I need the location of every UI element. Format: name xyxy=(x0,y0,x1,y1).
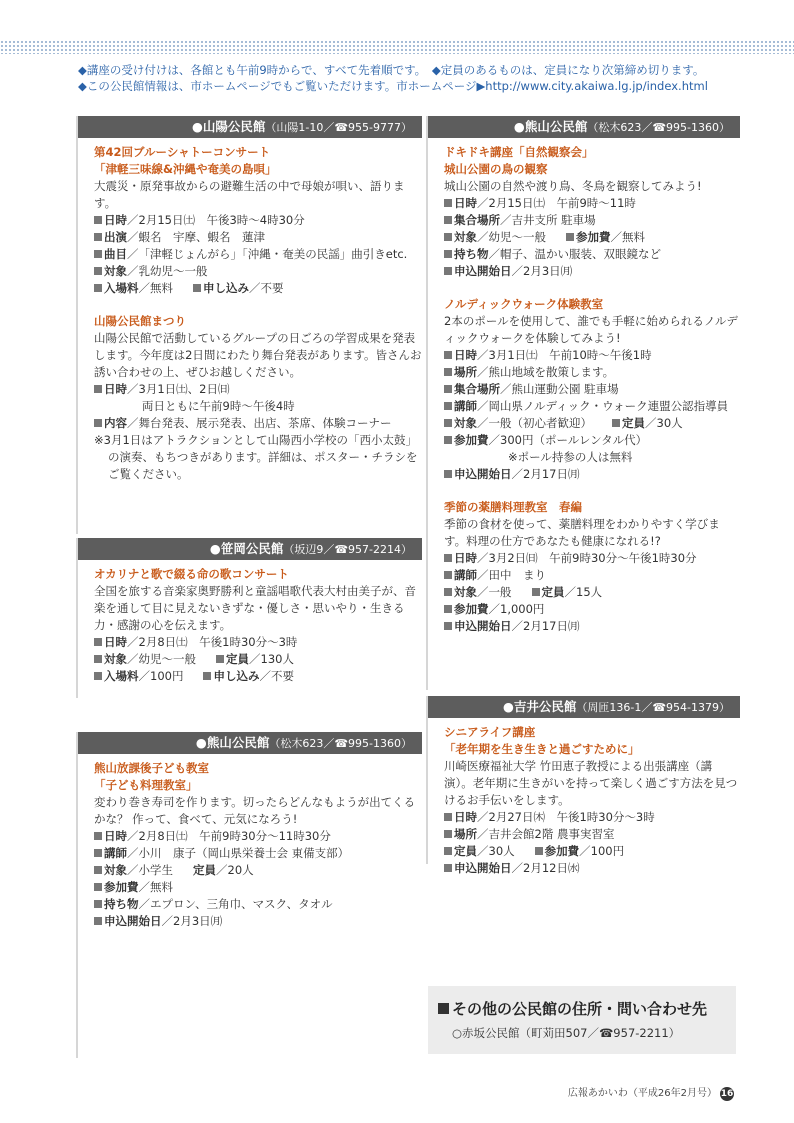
event-row xyxy=(444,263,740,280)
square-bullet-icon xyxy=(94,233,102,241)
event xyxy=(94,144,422,297)
event-row xyxy=(444,618,740,635)
event-row xyxy=(94,862,422,879)
section-header xyxy=(428,696,740,718)
square-bullet-icon xyxy=(444,470,452,478)
event-row xyxy=(94,280,422,297)
square-bullet-icon xyxy=(444,402,452,410)
row-label: 持ち物 xyxy=(454,247,489,261)
row-label: 日時 xyxy=(104,382,127,396)
note-line-2: ◆この公民館情報は、市ホームページでもご覧いただけます。市ホームページ▶http://www.city.akaiwa.lg.jp/index.html xyxy=(78,79,708,93)
section-kumayama-left xyxy=(76,732,422,1058)
section-header xyxy=(428,116,740,138)
square-bullet-icon xyxy=(94,419,102,427)
event-title: オカリナと歌で綴る命の歌コンサート xyxy=(94,567,289,581)
row-value: ／15人 xyxy=(564,585,603,599)
row-value: ／100円 xyxy=(138,669,184,683)
event-description: 2本のポールを使用して、誰でも手軽に始められるノルディックウォークを体験してみよう! xyxy=(444,314,738,345)
section-name: ●笹岡公民館 xyxy=(209,541,284,556)
square-bullet-icon xyxy=(94,250,102,258)
section-yoshii xyxy=(426,696,740,875)
event-row xyxy=(94,634,422,651)
section-info: （松木623／☎995-1360） xyxy=(587,121,730,134)
event xyxy=(444,296,740,483)
section-info: （坂辺9／☎957-2214） xyxy=(283,543,412,556)
event-title: シニアライフ講座 xyxy=(444,725,536,739)
event xyxy=(444,499,740,635)
event-row xyxy=(94,668,422,685)
row-value: ／蝦名 宇摩、蝦名 蓮津 xyxy=(127,230,265,244)
row-value: ／田中 まり xyxy=(477,568,546,582)
row-label: 定員 xyxy=(622,416,645,430)
row-label: 場所 xyxy=(454,827,477,841)
row-label: 日時 xyxy=(454,196,477,210)
row-value: ／不要 xyxy=(259,669,294,683)
square-bullet-icon xyxy=(94,655,102,663)
row-value: ／一般 xyxy=(477,585,512,599)
square-bullet-icon xyxy=(444,605,452,613)
event-description: 山陽公民館で活動しているグループの日ごろの学習成果を発表します。今年度は2日間にわたり舞台発表があります。皆さんお誘い合わせの上、ぜひお越しください。 xyxy=(94,331,422,379)
row-label: 持ち物 xyxy=(104,897,139,911)
row-label: 参加費 xyxy=(104,880,139,894)
section-kumayama-right xyxy=(426,116,740,690)
contact-title: その他の公民館の住所・問い合わせ先 xyxy=(452,1000,708,1018)
section-name: ●吉井公民館 xyxy=(502,699,577,714)
square-bullet-icon xyxy=(94,284,102,292)
square-bullet-icon xyxy=(532,588,540,596)
event-row xyxy=(94,229,422,246)
section-header xyxy=(78,538,422,560)
square-bullet-icon xyxy=(444,199,452,207)
row-label: 申し込み xyxy=(213,669,260,683)
event-row xyxy=(94,879,422,896)
event-title: 熊山放課後子ども教室 xyxy=(94,761,209,775)
row-label: 日時 xyxy=(104,829,127,843)
row-value: ／岡山県ノルディック・ウォーク連盟公認指導員 xyxy=(477,399,729,413)
event-subtitle: 「子ども料理教室」 xyxy=(94,778,198,792)
event-row: ※ポール持参の人は無料 xyxy=(508,450,633,464)
row-label: 対象 xyxy=(454,230,477,244)
event xyxy=(94,760,422,930)
section-name: ●熊山公民館 xyxy=(513,119,588,134)
event-description: 変わり巻き寿司を作ります。切ったらどんなもようが出てくるかな？ 作って、食べて、元気になろう! xyxy=(94,795,416,826)
section-header xyxy=(78,116,422,138)
row-value: ／無料 xyxy=(138,281,173,295)
event-subtitle: 「津軽三味線&沖縄や奄美の島唄」 xyxy=(94,162,277,176)
row-value: ／20人 xyxy=(216,863,254,877)
row-label: 申込開始日 xyxy=(454,467,512,481)
square-bullet-icon xyxy=(94,672,102,680)
square-bullet-icon xyxy=(444,622,452,630)
row-label: 参加費 xyxy=(454,433,489,447)
row-label: 講師 xyxy=(454,399,477,413)
row-label: 集合場所 xyxy=(454,213,500,227)
event-description: 大震災・原発事故からの避難生活の中で母娘が唄い、語ります。 xyxy=(94,179,405,210)
section-name: ●山陽公民館 xyxy=(191,119,266,134)
row-label: 日時 xyxy=(104,635,127,649)
contact-line: ○赤坂公民館（町苅田507／☎957-2211） xyxy=(452,1026,681,1040)
row-label: 申込開始日 xyxy=(454,861,512,875)
section-sasaoka xyxy=(76,538,422,698)
row-label: 定員 xyxy=(226,652,249,666)
square-bullet-icon xyxy=(94,638,102,646)
event-row xyxy=(444,229,740,246)
contact-box xyxy=(428,986,736,1054)
square-bullet-icon xyxy=(444,847,452,855)
square-bullet-icon xyxy=(444,864,452,872)
row-value: ／2月3日㈪ xyxy=(161,914,223,928)
square-bullet-icon xyxy=(94,832,102,840)
square-bullet-icon xyxy=(444,250,452,258)
event-row xyxy=(444,550,740,567)
square-bullet-icon xyxy=(94,216,102,224)
row-value: ／熊山運動公園 駐車場 xyxy=(500,382,619,396)
row-label: 日時 xyxy=(104,213,127,227)
square-bullet-icon xyxy=(444,830,452,838)
section-info: （周匝136-1／☎954-1379） xyxy=(576,701,730,714)
event xyxy=(94,313,422,483)
row-value: ／3月2日㈰ 午前9時30分〜午後1時30分 xyxy=(477,551,697,565)
square-bullet-icon xyxy=(444,351,452,359)
row-value: ／無料 xyxy=(138,880,173,894)
row-label: 入場料 xyxy=(104,669,139,683)
row-value: ／小川 康子（岡山県栄養士会 東備支部） xyxy=(127,846,350,860)
row-value: ／3月1日㈯ 午前10時〜午後1時 xyxy=(477,348,652,362)
row-value: ／30人 xyxy=(477,844,515,858)
row-label: 入場料 xyxy=(104,281,139,295)
row-value: ／幼児〜一般 xyxy=(127,652,196,666)
row-value: ／130人 xyxy=(249,652,294,666)
square-bullet-icon xyxy=(444,216,452,224)
event-description: 川崎医療福祉大学 竹田恵子教授による出張講座（講演）。老年期に生きがいを持って楽しく過ごす方法を見つけるお手伝いをします。 xyxy=(444,759,738,807)
square-bullet-icon xyxy=(444,813,452,821)
row-label: 対象 xyxy=(104,652,127,666)
row-label: 参加費 xyxy=(576,230,611,244)
header-notes xyxy=(78,62,778,94)
event-row xyxy=(94,828,422,845)
square-bullet-icon xyxy=(216,655,224,663)
row-value: ／100円 xyxy=(579,844,625,858)
row-value: ／エプロン、三角巾、マスク、タオル xyxy=(138,897,333,911)
square-bullet-icon xyxy=(444,571,452,579)
event xyxy=(444,724,740,877)
row-value: ／2月15日㈯ 午前9時〜11時 xyxy=(477,196,636,210)
row-label: 対象 xyxy=(104,264,127,278)
row-label: 対象 xyxy=(104,863,127,877)
event-row xyxy=(444,843,740,860)
row-label: 出演 xyxy=(104,230,127,244)
square-bullet-icon xyxy=(444,588,452,596)
row-label: 日時 xyxy=(454,551,477,565)
row-value: ／不要 xyxy=(249,281,284,295)
event-title: ノルディックウォーク体験教室 xyxy=(444,297,604,311)
event-description: 季節の食材を使って、薬膳料理をわかりやすく学びます。料理の仕方であなたも健康になれる!? xyxy=(444,517,720,548)
event-description: 城山公園の自然や渡り鳥、冬鳥を観察してみよう! xyxy=(444,179,702,193)
row-label: 参加費 xyxy=(544,844,580,858)
square-bullet-icon xyxy=(444,385,452,393)
row-value: ／一般（初心者歓迎） xyxy=(477,416,592,430)
event-row xyxy=(444,364,740,381)
event-subtitle: 「老年期を生き生きと過ごすために」 xyxy=(444,742,640,756)
row-value: ／吉井支所 駐車場 xyxy=(500,213,596,227)
row-value: ／舞台発表、展示発表、出店、茶席、体験コーナー xyxy=(127,416,392,430)
event-row xyxy=(444,415,740,432)
event-title: ドキドキ講座「自然観察会」 xyxy=(444,145,594,159)
event-row xyxy=(94,896,422,913)
row-label: 定員 xyxy=(541,585,565,599)
event-row xyxy=(94,246,422,263)
row-label: 参加費 xyxy=(454,602,489,616)
row-label: 対象 xyxy=(454,416,477,430)
event-title: 第42回ブルーシャトーコンサート xyxy=(94,145,271,159)
page-number: 16 xyxy=(720,1089,734,1099)
event-row xyxy=(94,415,422,432)
square-bullet-icon xyxy=(94,883,102,891)
event-row xyxy=(444,809,740,826)
square-bullet-icon xyxy=(566,233,574,241)
square-bullet-icon xyxy=(94,866,102,874)
event-row xyxy=(444,432,740,449)
section-info: （山陽1-10／☎955-9777） xyxy=(265,121,412,134)
row-label: 講師 xyxy=(454,568,477,582)
row-value: ／吉井会館2階 農事実習室 xyxy=(477,827,615,841)
event-row xyxy=(444,601,740,618)
row-label: 定員 xyxy=(193,863,216,877)
event-row xyxy=(94,845,422,862)
event-row xyxy=(94,913,422,930)
event-row xyxy=(444,860,740,877)
footer-text: 広報あかいわ（平成26年2月号） xyxy=(567,1088,717,1099)
row-value: ／2月8日㈯ 午後1時30分〜3時 xyxy=(127,635,298,649)
event-row xyxy=(94,651,422,668)
event-row xyxy=(94,263,422,280)
event-row xyxy=(444,584,740,601)
event-row xyxy=(444,212,740,229)
square-bullet-icon xyxy=(94,849,102,857)
event-subtitle: 城山公園の鳥の観察 xyxy=(444,162,548,176)
event-row xyxy=(444,195,740,212)
row-value: ／2月8日㈯ 午前9時30分〜11時30分 xyxy=(127,829,331,843)
event-note: ※3月1日はアトラクションとして山陽西小学校の「西小太鼓」の演奏、もちつきがあります。詳細は、ポスター・チラシをご覧ください。 xyxy=(94,433,418,481)
row-value: ／1,000円 xyxy=(488,602,545,616)
square-bullet-icon xyxy=(535,847,543,855)
row-value: ／帽子、温かい服装、双眼鏡など xyxy=(488,247,661,261)
square-bullet-icon xyxy=(444,554,452,562)
section-info: （松木623／☎995-1360） xyxy=(269,737,412,750)
square-bullet-icon xyxy=(94,900,102,908)
event-row xyxy=(444,347,740,364)
row-value: ／「津軽じょんがら」「沖縄・奄美の民謡」曲引きetc. xyxy=(127,247,408,261)
row-value: ／2月3日㈪ xyxy=(511,264,573,278)
square-bullet-icon xyxy=(203,672,211,680)
note-line-1: ◆講座の受け付けは、各館とも午前9時からで、すべて先着順です。 ◆定員のあるものは、定員になり次第締め切ります。 xyxy=(78,63,705,77)
section-name: ●熊山公民館 xyxy=(195,735,270,750)
row-label: 申し込み xyxy=(203,281,249,295)
event-row xyxy=(444,246,740,263)
row-label: 申込開始日 xyxy=(454,619,512,633)
footer xyxy=(568,1084,734,1101)
square-bullet-icon xyxy=(444,267,452,275)
row-value: ／乳幼児〜一般 xyxy=(127,264,208,278)
row-label: 場所 xyxy=(454,365,477,379)
row-value: ／小学生 xyxy=(127,863,173,877)
row-label: 講師 xyxy=(104,846,127,860)
row-label: 日時 xyxy=(454,810,477,824)
event xyxy=(94,566,422,685)
row-label: 申込開始日 xyxy=(104,914,162,928)
row-value: ／熊山地域を散策します。 xyxy=(477,365,615,379)
row-value: ／幼児〜一般 xyxy=(477,230,546,244)
row-value: ／2月27日㈭ 午後1時30分〜3時 xyxy=(477,810,655,824)
row-label: 対象 xyxy=(454,585,477,599)
square-bullet-icon xyxy=(438,1003,449,1014)
row-value: ／無料 xyxy=(610,230,645,244)
row-value: ／2月17日㈪ xyxy=(511,467,580,481)
row-label: 内容 xyxy=(104,416,127,430)
square-bullet-icon xyxy=(193,284,201,292)
square-bullet-icon xyxy=(612,419,620,427)
event-description: 全国を旅する音楽家奥野勝利と童謡唱歌代表大村由美子が、音楽を通して目に見えないきずな・優しさ・思いやり・生きる力・感謝の心を伝えます。 xyxy=(94,584,416,632)
event-row xyxy=(444,381,740,398)
row-value: ／3月1日㈯、2日㈰ xyxy=(127,382,230,396)
square-bullet-icon xyxy=(94,917,102,925)
event xyxy=(444,144,740,280)
event-title: 山陽公民館まつり xyxy=(94,314,186,328)
row-value: ／2月17日㈪ xyxy=(511,619,580,633)
square-bullet-icon xyxy=(444,368,452,376)
square-bullet-icon xyxy=(444,233,452,241)
row-label: 集合場所 xyxy=(454,382,500,396)
top-dotted-band xyxy=(0,40,794,54)
square-bullet-icon xyxy=(444,419,452,427)
row-label: 曲目 xyxy=(104,247,127,261)
square-bullet-icon xyxy=(444,436,452,444)
row-label: 定員 xyxy=(454,844,477,858)
square-bullet-icon xyxy=(94,385,102,393)
section-sanyo xyxy=(76,116,422,534)
event-row xyxy=(444,466,740,483)
event-row xyxy=(444,398,740,415)
event-row: 両日ともに午前9時〜午後4時 xyxy=(142,399,295,413)
square-bullet-icon xyxy=(94,267,102,275)
event-row xyxy=(444,567,740,584)
event-row xyxy=(94,212,422,229)
row-value: ／30人 xyxy=(645,416,683,430)
row-value: ／2月15日㈯ 午後3時〜4時30分 xyxy=(127,213,305,227)
event-row xyxy=(444,826,740,843)
row-label: 日時 xyxy=(454,348,477,362)
event-row xyxy=(94,381,422,398)
event-title: 季節の薬膳料理教室 春編 xyxy=(444,500,582,514)
section-header xyxy=(78,732,422,754)
row-value: ／300円（ポールレンタル代） xyxy=(488,433,648,447)
row-label: 申込開始日 xyxy=(454,264,512,278)
row-value: ／2月12日㈬ xyxy=(511,861,580,875)
